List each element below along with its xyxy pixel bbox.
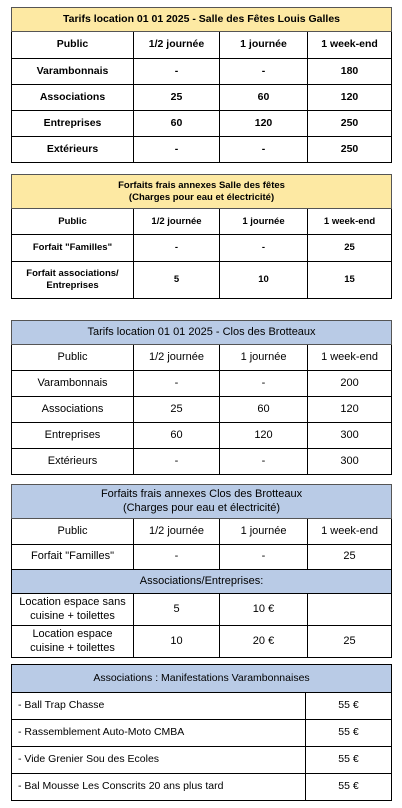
manifestations-table bbox=[11, 664, 392, 801]
row-label: Entreprises bbox=[12, 111, 134, 137]
header-day: 1 journée bbox=[220, 32, 308, 59]
event-price: 55 € bbox=[306, 693, 392, 720]
header-weekend: 1 week-end bbox=[308, 209, 392, 235]
cell bbox=[308, 594, 392, 626]
row-label: Forfait associations/ Entreprises bbox=[12, 262, 134, 299]
cell: 60 bbox=[134, 111, 220, 137]
event-label: - Rassemblement Auto-Moto CMBA bbox=[12, 720, 306, 747]
cell: 25 bbox=[308, 545, 392, 570]
header-half-day: 1/2 journée bbox=[134, 519, 220, 545]
cell: 300 bbox=[308, 449, 392, 475]
table-row bbox=[12, 262, 392, 299]
event-price: 55 € bbox=[306, 747, 392, 774]
row-label: Varambonnais bbox=[12, 371, 134, 397]
header-day: 1 journée bbox=[220, 209, 308, 235]
row-label: Extérieurs bbox=[12, 449, 134, 475]
cell: 15 bbox=[308, 262, 392, 299]
cell: 120 bbox=[220, 111, 308, 137]
title-line-2: (Charges pour eau et électricité) bbox=[122, 501, 281, 514]
cell: 20 € bbox=[220, 626, 308, 658]
cell: - bbox=[134, 235, 220, 262]
event-label: - Bal Mousse Les Conscrits 20 ans plus tard bbox=[12, 774, 306, 801]
header-public: Public bbox=[12, 345, 134, 371]
row-label: Associations bbox=[12, 85, 134, 111]
table-row bbox=[12, 545, 392, 570]
row-label: Forfait "Familles" bbox=[12, 235, 134, 262]
cell: 200 bbox=[308, 371, 392, 397]
cell: - bbox=[134, 371, 220, 397]
salle-tarifs-table bbox=[11, 7, 392, 163]
cell: - bbox=[220, 235, 308, 262]
table-row bbox=[12, 111, 392, 137]
header-public: Public bbox=[12, 209, 134, 235]
header-half-day: 1/2 journée bbox=[134, 209, 220, 235]
cell: - bbox=[134, 59, 220, 85]
cell: - bbox=[220, 449, 308, 475]
table-row bbox=[12, 235, 392, 262]
salle-forfaits-title bbox=[12, 175, 392, 209]
clos-forfaits-table bbox=[11, 484, 392, 658]
header-day: 1 journée bbox=[220, 519, 308, 545]
header-half-day: 1/2 journée bbox=[134, 345, 220, 371]
cell: 120 bbox=[308, 397, 392, 423]
cell: 10 bbox=[134, 626, 220, 658]
cell: 120 bbox=[308, 85, 392, 111]
table-row bbox=[12, 747, 392, 774]
row-label: Associations bbox=[12, 397, 134, 423]
cell: 180 bbox=[308, 59, 392, 85]
cell: 10 bbox=[220, 262, 308, 299]
table-row bbox=[12, 371, 392, 397]
header-public: Public bbox=[12, 32, 134, 59]
cell: 5 bbox=[134, 594, 220, 626]
header-public: Public bbox=[12, 519, 134, 545]
cell: - bbox=[134, 449, 220, 475]
event-label: - Ball Trap Chasse bbox=[12, 693, 306, 720]
header-half-day: 1/2 journée bbox=[134, 32, 220, 59]
event-label: - Vide Grenier Sou des Ecoles bbox=[12, 747, 306, 774]
clos-tarifs-title: Tarifs location 01 01 2025 - Clos des Brotteaux bbox=[12, 321, 392, 345]
header-day: 1 journée bbox=[220, 345, 308, 371]
cell: - bbox=[134, 545, 220, 570]
associations-subheader: Associations/Entreprises: bbox=[12, 570, 392, 594]
row-label: Entreprises bbox=[12, 423, 134, 449]
cell: - bbox=[220, 137, 308, 163]
table-row bbox=[12, 626, 392, 658]
cell: 250 bbox=[308, 111, 392, 137]
cell: 25 bbox=[134, 85, 220, 111]
cell: - bbox=[220, 59, 308, 85]
table-row bbox=[12, 85, 392, 111]
row-label: Location espace cuisine + toilettes bbox=[12, 626, 134, 658]
cell: - bbox=[220, 371, 308, 397]
table-row bbox=[12, 137, 392, 163]
salle-forfaits-table bbox=[11, 174, 392, 299]
table-row bbox=[12, 423, 392, 449]
table-row bbox=[12, 59, 392, 85]
row-label: Extérieurs bbox=[12, 137, 134, 163]
table-row bbox=[12, 397, 392, 423]
event-price: 55 € bbox=[306, 720, 392, 747]
title-line-2: (Charges pour eau et électricité) bbox=[128, 191, 275, 203]
header-weekend: 1 week-end bbox=[308, 32, 392, 59]
cell: 25 bbox=[134, 397, 220, 423]
row-label: Location espace sans cuisine + toilettes bbox=[12, 594, 134, 626]
clos-tarifs-table bbox=[11, 320, 392, 475]
cell: - bbox=[134, 137, 220, 163]
table-row bbox=[12, 720, 392, 747]
cell: 25 bbox=[308, 235, 392, 262]
table-row bbox=[12, 449, 392, 475]
cell: 60 bbox=[134, 423, 220, 449]
cell: 10 € bbox=[220, 594, 308, 626]
header-weekend: 1 week-end bbox=[308, 519, 392, 545]
title-line-1: Forfaits frais annexes Salle des fêtes bbox=[118, 179, 285, 191]
cell: 120 bbox=[220, 423, 308, 449]
manifestations-title: Associations : Manifestations Varambonnaises bbox=[12, 665, 392, 693]
title-line-1: Forfaits frais annexes Clos des Brotteaux bbox=[100, 487, 303, 500]
cell: 60 bbox=[220, 85, 308, 111]
table-row bbox=[12, 774, 392, 801]
salle-tarifs-title: Tarifs location 01 01 2025 - Salle des Fêtes Louis Galles bbox=[12, 8, 392, 32]
cell: 300 bbox=[308, 423, 392, 449]
cell: 60 bbox=[220, 397, 308, 423]
cell: 5 bbox=[134, 262, 220, 299]
header-weekend: 1 week-end bbox=[308, 345, 392, 371]
cell: - bbox=[220, 545, 308, 570]
row-label: Varambonnais bbox=[12, 59, 134, 85]
cell: 250 bbox=[308, 137, 392, 163]
table-row bbox=[12, 594, 392, 626]
event-price: 55 € bbox=[306, 774, 392, 801]
clos-forfaits-title bbox=[12, 485, 392, 519]
cell: 25 bbox=[308, 626, 392, 658]
row-label: Forfait "Familles" bbox=[12, 545, 134, 570]
table-row bbox=[12, 693, 392, 720]
